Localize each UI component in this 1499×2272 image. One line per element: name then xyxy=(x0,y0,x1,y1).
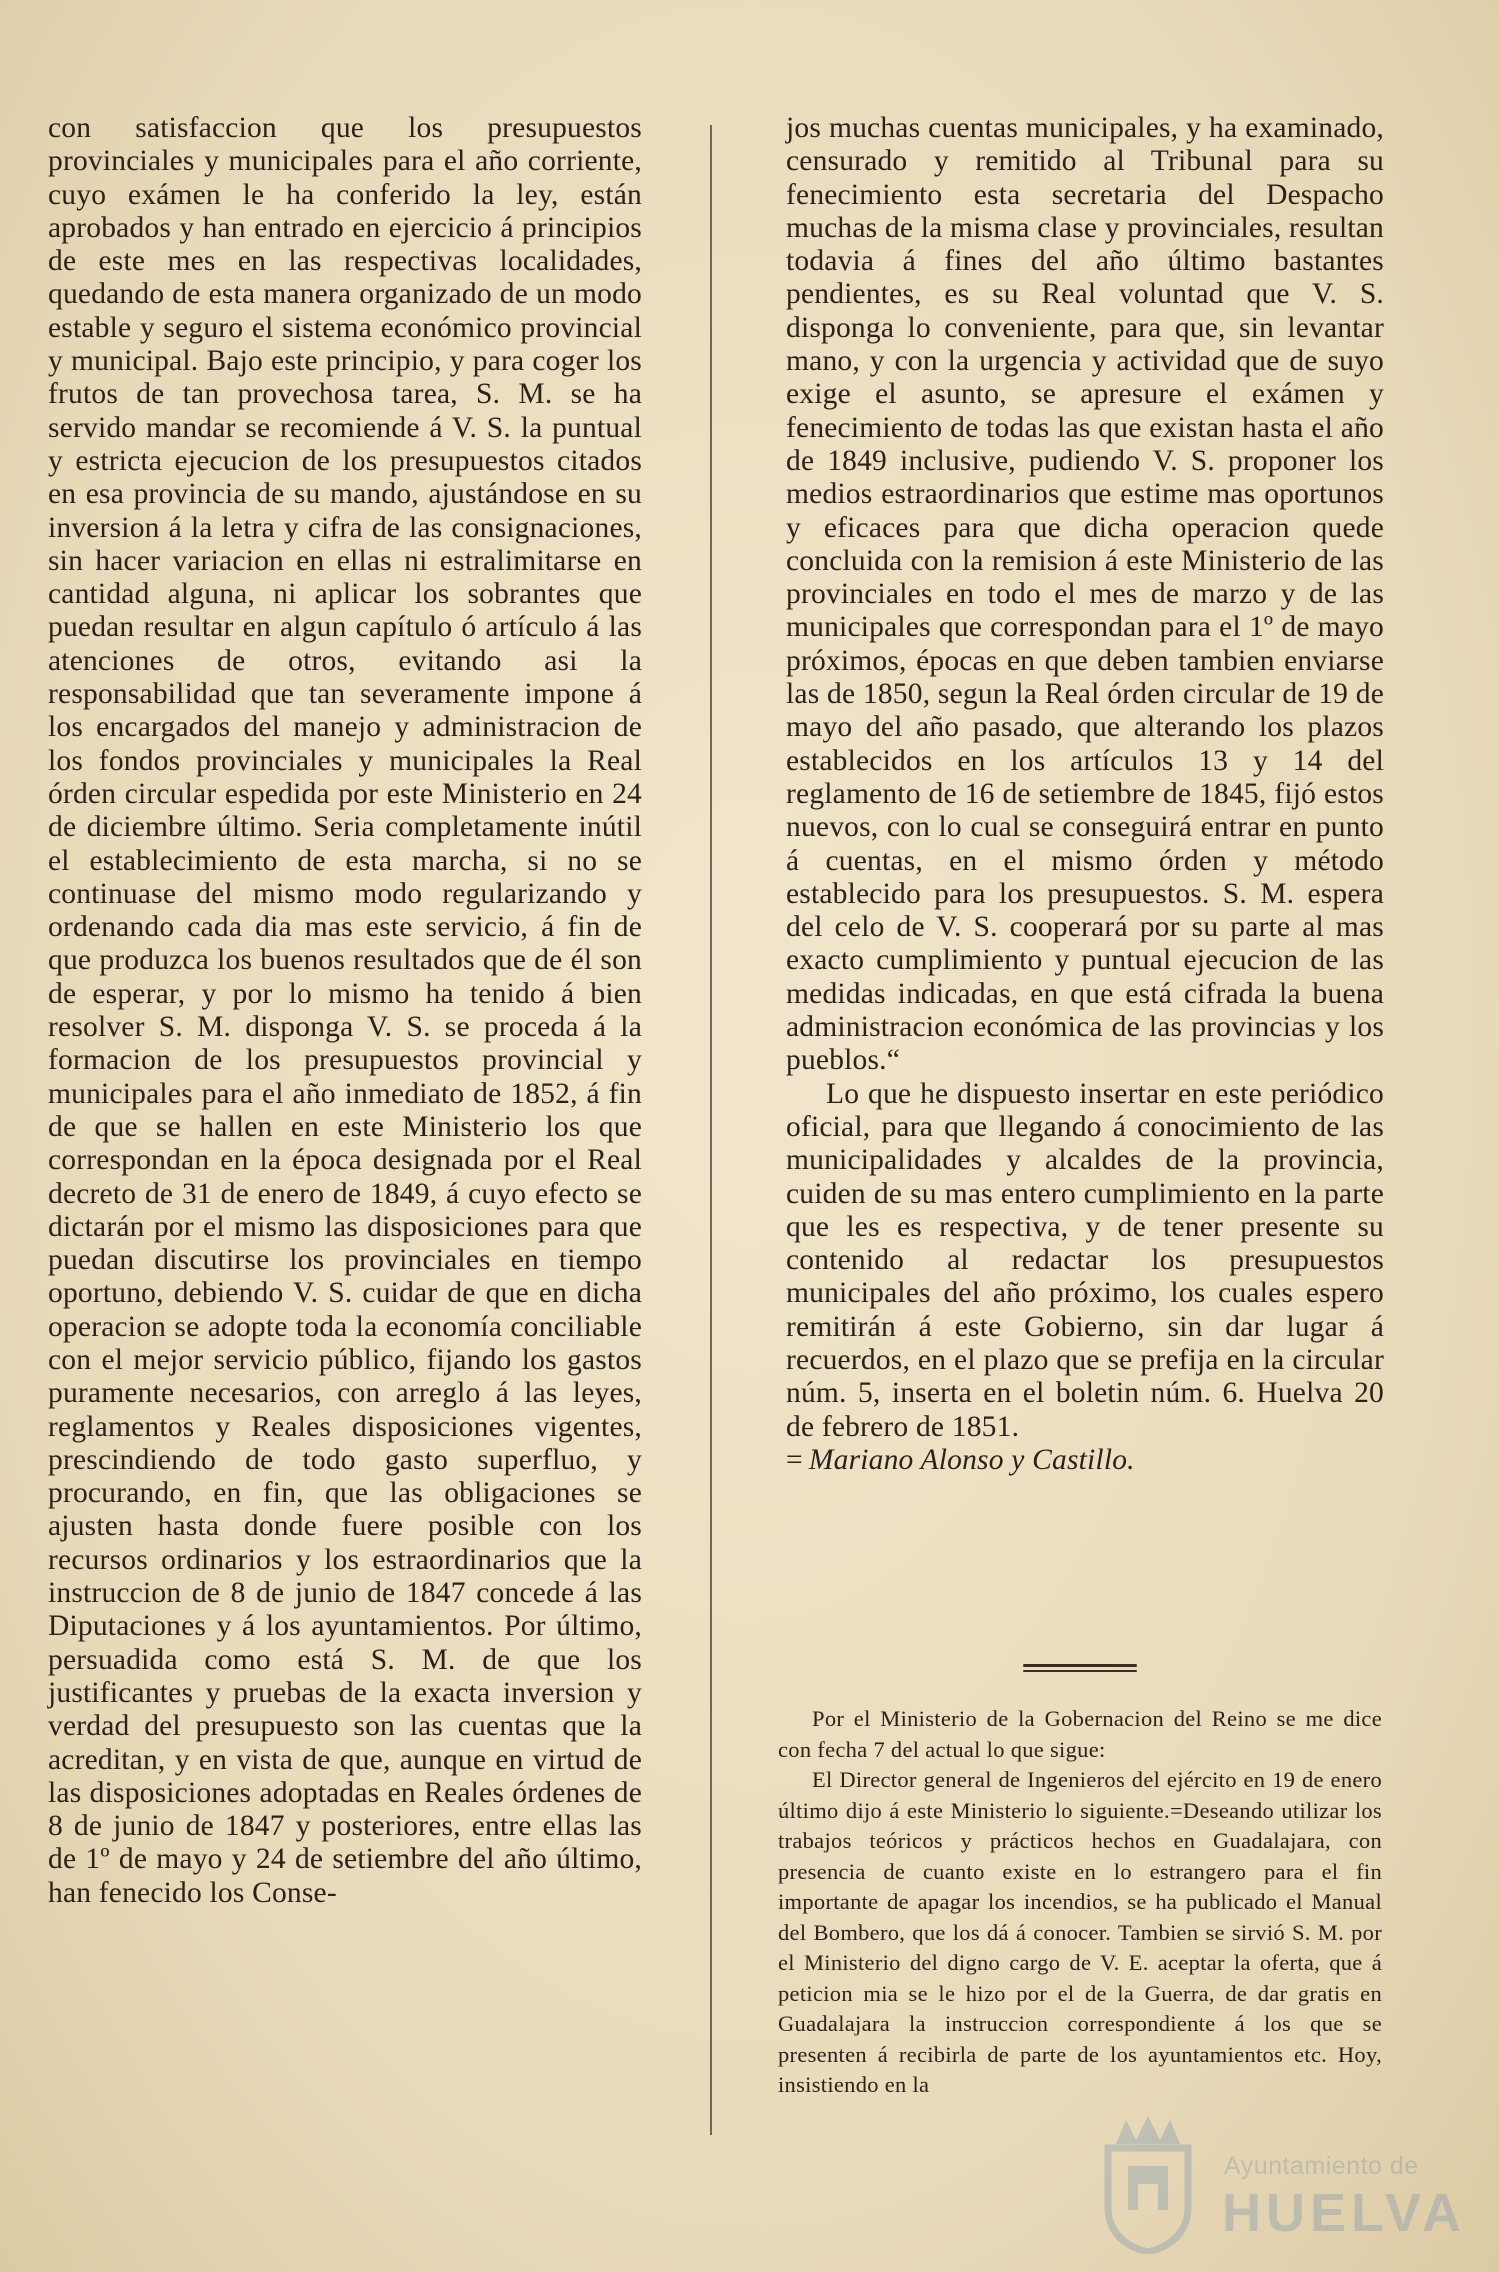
left-column-text: con satisfaccion que los presupuestos provinciales y municipales para el año corriente, cuyo exámen le ha conferido la ley, están aprobados y han entrado en ejercicio á principios de este mes en las respectivas localidades, quedando de esta manera organizado de un modo estable y seguro el sistema económico provincial y municipal. Bajo este principio, y para coger los frutos de tan provechosa tarea, S. M. se ha servido mandar se recomiende á V. S. la puntual y estricta ejecucion de los presupuestos citados en esa provincia de su mando, ajustándose en su inversion á la letra y cifra de las consignaciones, sin hacer variacion en ellas ni estralimitarse en cantidad alguna, ni aplicar los sobrantes que puedan resultar en algun capítulo ó artículo á las atenciones de otros, evitando asi la responsabilidad que tan severamente impone á los encargados del manejo y administracion de los fondos provinciales y municipales la Real órden circular espedida por este Ministerio en 24 de diciembre último. Seria completamente inútil el establecimiento de esta marcha, si no se continuase del mismo modo regularizando y ordenando cada dia mas este servicio, á fin de que produzca los buenos resultados que de él son de esperar, y por lo mismo ha tenido á bien resolver S. M. disponga V. S. se proceda á la formacion de los presupuestos provincial y municipales para el año inmediato de 1852, á fin de que se hallen en este Ministerio los que correspondan en la época designada por el Real decreto de 31 de enero de 1849, á cuyo efecto se dictarán por el mismo las disposiciones para que puedan discutirse los provinciales en tiempo oportuno, debiendo V. S. cuidar de que en dicha operacion se adopte toda la economía conciliable con el mejor servicio público, fijando los gastos puramente necesarios, con arreglo á las leyes, reglamentos y Reales disposiciones vigentes, prescindiendo de todo gasto superfluo, y procurando, en fin, que las obligaciones se ajusten hasta donde fuere posible con los recursos ordinarios y los estraordinarios que la instruccion de 8 de junio de 1847 concede á las Diputaciones y á los ayuntamientos. Por último, persuadida como está S. M. de que los justificantes y pruebas de la exacta inversion y verdad del presupuesto son las cuentas que la acreditan, y en vista de que, aunque en virtud de las disposiciones adoptadas en Reales órdenes de 8 de junio de 1847 y posteriores, entre ellas las de 1º de mayo y 24 de setiembre del año último, han fenecido los Conse- xyxy=(48,112,642,1909)
watermark-top-text: Ayuntamiento de xyxy=(1224,2152,1419,2180)
left-column xyxy=(48,112,642,1910)
small-paragraph-1: Por el Ministerio de la Gobernacion del Reino se me dice con fecha 7 del actual lo que sigue: xyxy=(778,1706,1382,1762)
small-print-section xyxy=(778,1704,1382,2101)
watermark-main-text: HUELVA xyxy=(1222,2183,1466,2243)
signature-dash: = xyxy=(786,1443,803,1476)
right-paragraph-1: jos muchas cuentas municipales, y ha examinado, censurado y remitido al Tribunal para su fenecimiento esta secretaria del Despacho muchas de la misma clase y provinciales, resultan todavia á fines del año último bastantes pendientes, es su Real voluntad que V. S. disponga lo conveniente, para que, sin levantar mano, y con la urgencia y actividad que de suyo exige el asunto, se apresure el exámen y fenecimiento de todas las que existan hasta el año de 1849 inclusive, pudiendo V. S. proponer los medios estraordinarios que estime mas oportunos y eficaces para que dicha operacion quede concluida con la remision á este Ministerio de las provinciales en todo el mes de marzo y de las municipales que correspondan para el 1º de mayo próximos, épocas en que deben tambien enviarse las de 1850, segun la Real órden circular de 19 de mayo del año pasado, que alterando los plazos establecidos en los artículos 13 y 14 del reglamento de 16 de setiembre de 1845, fijó estos nuevos, con lo cual se conseguirá entrar en punto á cuentas, en el mismo órden y método establecido para los presupuestos. S. M. espera del celo de V. S. cooperará por su parte al mas exacto cumplimiento y puntual ejecucion de las medidas indicadas, en que está cifrada la buena administracion económica de las provincias y los pueblos.“ xyxy=(786,112,1384,1077)
right-paragraph-2: Lo que he dispuesto insertar en este periódico oficial, para que llegando á conocimiento de las municipalidades y alcaldes de la provincia, cuiden de su mas entero cumplimiento en la parte que les es respectiva, y de tener presente su contenido al redactar los presupuestos municipales del año próximo, los cuales espero remitirán á este Gobierno, sin dar lugar á recuerdos, en el plazo que se prefija en la circular núm. 5, inserta en el boletin núm. 6. Huelva 20 de febrero de 1851. xyxy=(786,1077,1384,1443)
signature-line xyxy=(786,1444,1384,1477)
section-separator xyxy=(1023,1664,1137,1674)
city-emblem-icon xyxy=(1090,2114,1206,2254)
watermark xyxy=(1090,2110,1466,2260)
small-paragraph-2: El Director general de Ingenieros del ejército en 19 de enero último dijo á este Ministerio lo siguiente.=Deseando utilizar los trabajos teóricos y prácticos hechos en Guadalajara, con presencia de cuanto existe en lo estrangero para el fin importante de apagar los incendios, se ha publicado el Manual del Bombero, que los dá á conocer. Tambien se sirvió S. M. por el Ministerio del digno cargo de V. E. aceptar la oferta, que á peticion mia se le hizo por el de la Guerra, de dar gratis en Guadalajara la instruccion correspondiente á los que se presenten á recibirla de parte de los ayuntamientos etc. Hoy, insistiendo en la xyxy=(778,1767,1382,2097)
right-column xyxy=(786,112,1384,1477)
signature: Mariano Alonso y Castillo. xyxy=(808,1443,1135,1476)
column-divider xyxy=(710,125,712,2135)
